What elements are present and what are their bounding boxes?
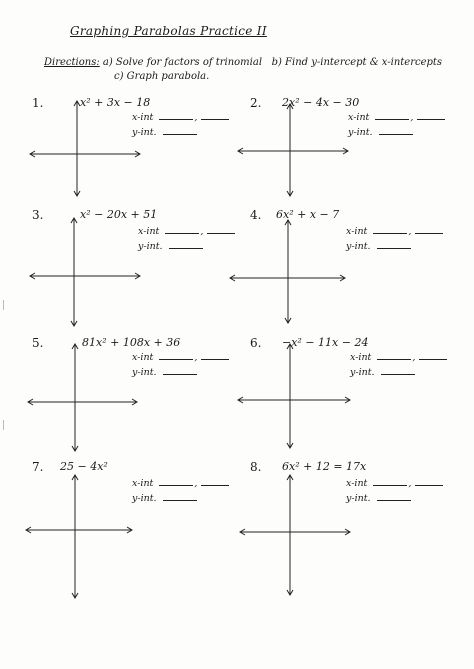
- scan-edge-mark: [3, 300, 8, 310]
- direction-step-a: a) Solve for factors of trinomial: [102, 57, 263, 68]
- comma: ,: [200, 226, 204, 237]
- coordinate-axes: [32, 336, 242, 471]
- comma: ,: [410, 112, 414, 123]
- coordinate-axes: [250, 336, 460, 471]
- comma: ,: [194, 352, 198, 363]
- coordinate-axes: [32, 460, 242, 595]
- problem-equation: x² − 20x + 51: [80, 208, 158, 221]
- coordinate-axes: [250, 460, 460, 595]
- direction-step-b: b) Find y-intercept & x-intercepts: [271, 57, 443, 68]
- problem-5: [32, 336, 242, 471]
- problem-number: 8.: [250, 460, 262, 474]
- coordinate-axes: [250, 208, 460, 343]
- comma: ,: [194, 478, 198, 489]
- problem-number: 6.: [250, 336, 262, 350]
- direction-step-c: c) Graph parabola.: [114, 71, 210, 82]
- y-int-label: y-int.: [132, 493, 157, 504]
- scan-edge-mark: [3, 420, 8, 430]
- problem-number: 4.: [250, 208, 262, 222]
- x-int-label: x-int: [348, 112, 370, 123]
- y-int-label: y-int.: [350, 367, 375, 378]
- comma: ,: [194, 112, 198, 123]
- problem-equation: 6x² + x − 7: [276, 208, 340, 221]
- x-int-label: x-int: [132, 352, 154, 363]
- problem-number: 5.: [32, 336, 44, 350]
- problem-equation: 2x² − 4x − 30: [282, 96, 360, 109]
- comma: ,: [408, 226, 412, 237]
- comma: ,: [408, 478, 412, 489]
- problem-number: 2.: [250, 96, 262, 110]
- problem-4: [250, 208, 460, 343]
- problem-number: 3.: [32, 208, 44, 222]
- problem-equation: 81x² + 108x + 36: [82, 336, 181, 349]
- directions-label: Directions:: [44, 57, 100, 68]
- problem-7: [32, 460, 242, 595]
- coordinate-axes: [32, 208, 242, 343]
- x-int-label: x-int: [132, 112, 154, 123]
- y-int-label: y-int.: [132, 367, 157, 378]
- y-int-label: y-int.: [132, 127, 157, 138]
- problem-8: [250, 460, 460, 595]
- x-int-label: x-int: [350, 352, 372, 363]
- problem-number: 1.: [32, 96, 44, 110]
- y-int-label: y-int.: [348, 127, 373, 138]
- y-int-label: y-int.: [138, 241, 163, 252]
- x-int-label: x-int: [346, 226, 368, 237]
- y-int-label: y-int.: [346, 493, 371, 504]
- problem-3: [32, 208, 242, 343]
- x-int-label: x-int: [346, 478, 368, 489]
- y-int-label: y-int.: [346, 241, 371, 252]
- problem-equation: 25 − 4x²: [60, 460, 108, 473]
- problem-6: [250, 336, 460, 471]
- comma: ,: [412, 352, 416, 363]
- x-int-label: x-int: [132, 478, 154, 489]
- problem-equation: −x² − 11x − 24: [282, 336, 369, 349]
- worksheet-title: Graphing Parabolas Practice II: [70, 24, 267, 38]
- directions: [44, 56, 464, 84]
- problem-equation: 6x² + 12 = 17x: [282, 460, 367, 473]
- x-int-label: x-int: [138, 226, 160, 237]
- problem-number: 7.: [32, 460, 44, 474]
- problem-equation: x² + 3x − 18: [80, 96, 151, 109]
